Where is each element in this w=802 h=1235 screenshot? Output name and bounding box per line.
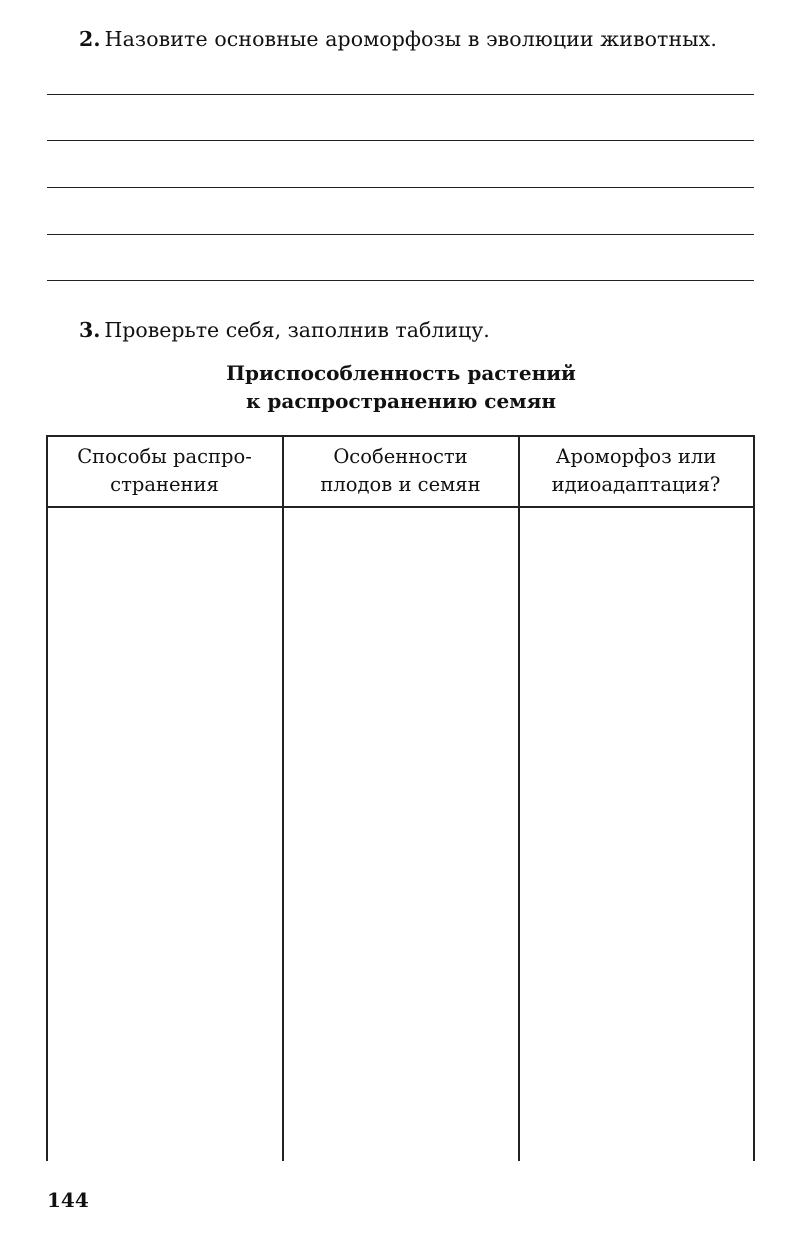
table-title-line-1: Приспособленность растений xyxy=(226,361,576,385)
column-header-aromorphosis-line-2: идиоадаптация? xyxy=(551,473,721,496)
table-cell-methods[interactable] xyxy=(48,508,282,1160)
answer-line-2[interactable] xyxy=(47,140,754,141)
question-2-number: 2. xyxy=(79,27,101,51)
question-2-text: Назовите основные ароморфозы в эволюции животных. xyxy=(104,27,717,51)
table-cell-features[interactable] xyxy=(284,508,518,1160)
page-number: 144 xyxy=(47,1188,89,1212)
table-top-border xyxy=(46,435,754,437)
column-header-methods xyxy=(47,443,282,499)
column-header-methods-line-2: странения xyxy=(110,473,219,496)
question-3-text: Проверьте себя, заполнив таблицу. xyxy=(104,318,490,342)
column-header-features-line-1: Особенности xyxy=(333,445,468,468)
column-header-methods-line-1: Способы распро- xyxy=(77,445,252,468)
table-cell-aromorphosis[interactable] xyxy=(520,508,753,1160)
table-title-line-2: к распространению семян xyxy=(246,389,556,413)
column-header-aromorphosis-line-1: Ароморфоз или xyxy=(555,445,717,468)
answer-line-5[interactable] xyxy=(47,280,754,281)
question-2 xyxy=(79,27,717,51)
question-3-number: 3. xyxy=(79,318,101,342)
answer-line-1[interactable] xyxy=(47,94,754,95)
column-header-features xyxy=(283,443,518,499)
column-header-features-line-2: плодов и семян xyxy=(320,473,481,496)
column-header-aromorphosis xyxy=(519,443,753,499)
answer-line-3[interactable] xyxy=(47,187,754,188)
answer-line-4[interactable] xyxy=(47,234,754,235)
table-right-border xyxy=(753,435,755,1161)
question-3 xyxy=(79,318,490,342)
